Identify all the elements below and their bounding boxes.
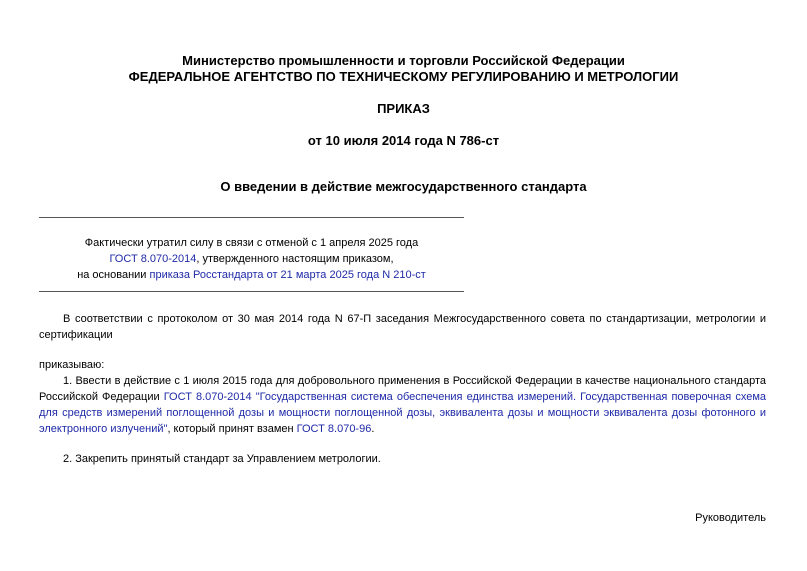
order-item-2: 2. Закрепить принятый стандарт за Управлением метрологии. xyxy=(63,453,381,465)
status-note-line1: Фактически утратил силу в связи с отменой с 1 апреля 2025 года xyxy=(84,237,419,249)
document-type: ПРИКАЗ xyxy=(377,101,430,116)
gost-2014-link[interactable]: ГОСТ 8.070-2014 xyxy=(109,253,197,265)
document-subject: О введении в действие межгосударственного стандарта xyxy=(220,179,587,194)
status-note-line3-prefix: на основании xyxy=(77,269,150,281)
status-note-line2 xyxy=(39,251,464,267)
order-word: приказываю: xyxy=(39,359,105,371)
order-item-1-prefix: 1. Ввести в действие с 1 июля 2015 года для добровольного применения в Российской Федерации в качестве национального стандарта Российской Федерации xyxy=(39,375,766,403)
agency-title: ФЕДЕРАЛЬНОЕ АГЕНТСТВО ПО ТЕХНИЧЕСКОМУ РЕГУЛИРОВАНИЮ И МЕТРОЛОГИИ xyxy=(128,69,679,84)
order-item-1-end: . xyxy=(371,423,375,435)
ministry-title: Министерство промышленности и торговли Российской Федерации xyxy=(182,53,625,68)
divider-bottom xyxy=(39,291,464,292)
gost-8070-96-link[interactable]: ГОСТ 8.070-96 xyxy=(296,423,372,435)
signature-title: Руководитель xyxy=(695,512,766,524)
order-item-1 xyxy=(39,373,766,437)
status-note-line3 xyxy=(39,267,464,283)
divider-top xyxy=(39,217,464,218)
rosstandart-order-link[interactable]: приказа Росстандарта от 21 марта 2025 года N 210-ст xyxy=(149,269,426,281)
document-date-number: от 10 июля 2014 года N 786-ст xyxy=(307,133,500,148)
order-item-1-mid: , который принят взамен xyxy=(167,423,297,435)
status-note-line2-text: , утвержденного настоящим приказом, xyxy=(196,253,394,265)
preamble-paragraph: В соответствии с протоколом от 30 мая 2014 года N 67-П заседания Межгосударственного совета по стандартизации, метрологии и сертификации xyxy=(39,313,766,341)
gost-8070-2014-title-link[interactable]: ГОСТ 8.070-2014 "Государственная система обеспечения единства измерений. Государственная поверочная схема для средств измерений поглощенной дозы и мощности поглощенной дозы, эквивалента дозы и мощности эквивалента дозы фотонного и электронного излучений" xyxy=(39,391,767,435)
